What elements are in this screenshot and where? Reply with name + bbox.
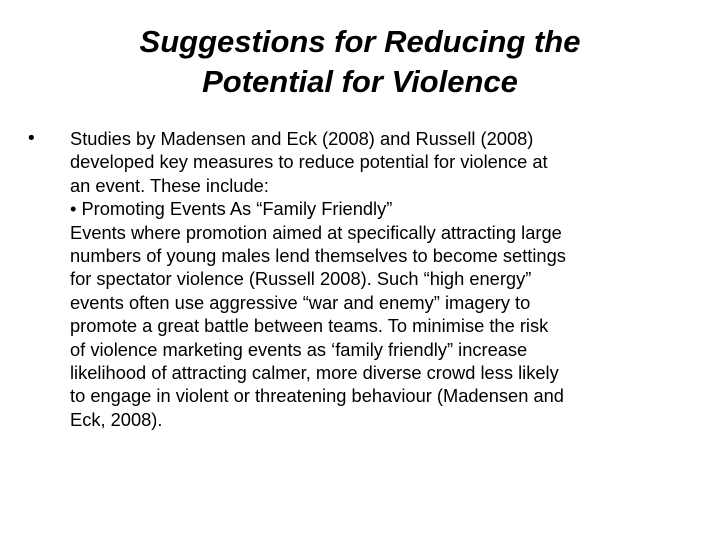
slide-title [60,22,660,102]
body-line: developed key measures to reduce potential for violence at [70,151,548,173]
bullet-text [70,127,700,431]
slide-body [28,127,700,431]
body-line: numbers of young males lend themselves to become settings [70,245,566,267]
body-line: Studies by Madensen and Eck (2008) and Russell (2008) [70,128,534,149]
body-line: to engage in violent or threatening behaviour (Madensen and [70,385,564,407]
body-line: events often use aggressive “war and enemy” imagery to [70,291,531,313]
bullet-icon: • [28,128,35,149]
body-line: of violence marketing events as ‘family friendly” increase [70,338,528,360]
slide-title-line-2: Potential for Violence [202,64,518,99]
bullet-item [28,127,700,431]
body-line: promote a great battle between teams. To minimise the risk [70,315,549,337]
sub-bullet-heading: • Promoting Events As “Family Friendly” [70,198,393,220]
body-line: likelihood of attracting calmer, more diverse crowd less likely [70,362,559,384]
body-line: for spectator violence (Russell 2008). Such “high energy” [70,268,532,290]
body-line: Eck, 2008). [70,408,163,430]
body-line: an event. These include: [70,174,269,196]
slide-title-line-1: Suggestions for Reducing the [139,24,581,59]
body-line: Events where promotion aimed at specifically attracting large [70,221,562,243]
